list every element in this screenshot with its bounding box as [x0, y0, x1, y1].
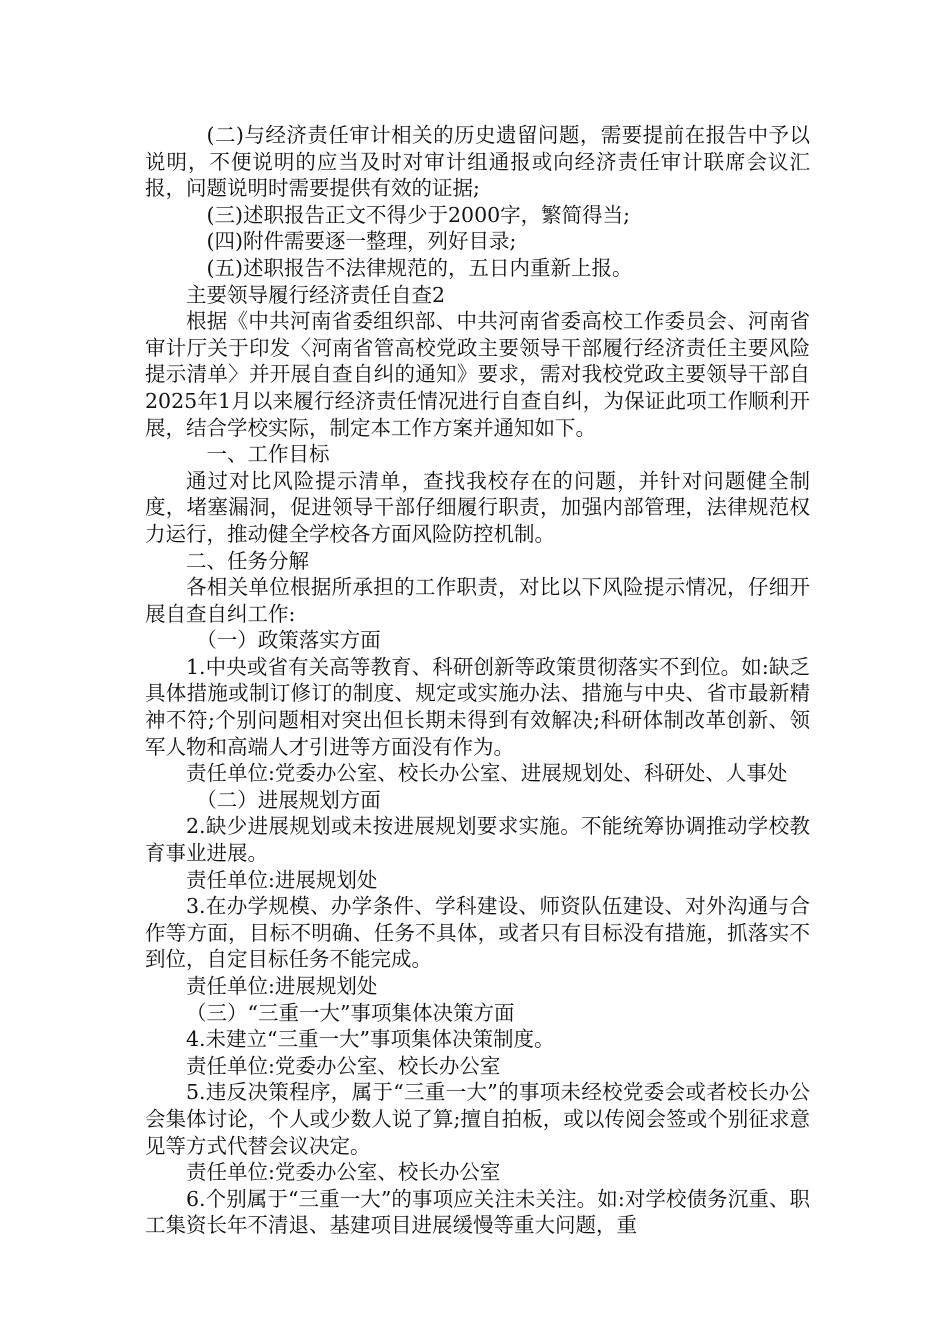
paragraph: (三)述职报告正文不得少于2000字，繁简得当; — [206, 202, 631, 227]
paragraph: 1.中央或省有关高等教育、科研创新等政策贯彻落实不到位。如:缺乏具体措施或制订修订的制度、规定或实施办法、措施与中央、省市最新精神不符;个别问题相对突出但长期未得到有效解决;科研体制改革创新、领军人物和高端人才引进等方面没有作为。 — [145, 654, 810, 759]
responsibility-line: 责任单位:党委办公室、校长办公室 — [186, 1053, 501, 1078]
paragraph: (五)述职报告不法律规范的，五日内重新上报。 — [206, 255, 633, 280]
paragraph: 通过对比风险提示清单，查找我校存在的问题，并针对问题健全制度，堵塞漏洞，促进领导干部仔细履行职责，加强内部管理，法律规范权力运行，推动健全学校各方面风险防控机制。 — [145, 468, 810, 546]
paragraph: 根据《中共河南省委组织部、中共河南省委高校工作委员会、河南省审计厅关于印发〈河南省管高校党政主要领导干部履行经济责任主要风险提示清单〉并开展自查自纠的通知》要求，需对我校党政主要领导干部自2025年1月以来履行经济责任情况进行自查自纠，为保证此项工作顺利开展，结合学校实际，制定本工作方案并通知如下。 — [145, 309, 810, 440]
paragraph: 5.违反决策程序，属于“三重一大”的事项未经校党委会或者校长办公会集体讨论，个人或少数人说了算;擅自拍板，或以传阅会签或个别征求意见等方式代替会议决定。 — [145, 1080, 810, 1158]
paragraph: 6.个别属于“三重一大”的事项应关注未关注。如:对学校债务沉重、职工集资长年不清退、基建项目进展缓慢等重大问题，重 — [145, 1186, 810, 1238]
document-page — [145, 122, 810, 1239]
subsection-heading: （一）政策落实方面 — [196, 628, 381, 653]
subsection-heading: （三）“三重一大”事项集体决策方面 — [186, 1000, 515, 1025]
subsection-heading: （二）进展规划方面 — [196, 787, 381, 812]
responsibility-line: 责任单位:党委办公室、校长办公室 — [186, 1160, 501, 1185]
responsibility-line: 责任单位:进展规划处 — [186, 974, 378, 998]
paragraph: (二)与经济责任审计相关的历史遗留问题，需要提前在报告中予以说明，不便说明的应当及时对审计组通报或向经济责任审计联席会议汇报，问题说明时需要提供有效的证据; — [145, 123, 810, 201]
paragraph: 2.缺少进展规划或未按进展规划要求实施。不能统筹协调推动学校教育事业进展。 — [145, 814, 810, 866]
section-heading: 二、任务分解 — [186, 548, 309, 573]
section-heading: 主要领导履行经济责任自查2 — [186, 282, 446, 307]
paragraph: 4.未建立“三重一大”事项集体决策制度。 — [186, 1027, 555, 1052]
paragraph: 各相关单位根据所承担的工作职责，对比以下风险提示情况，仔细开展自查自纠工作: — [145, 575, 810, 626]
responsibility-line: 责任单位:党委办公室、校长办公室、进展规划处、科研处、人事处 — [186, 761, 788, 786]
paragraph: 3.在办学规模、办学条件、学科建设、师资队伍建设、对外沟通与合作等方面，目标不明确、任务不具体，或者只有目标没有措施，抓落实不到位，自定目标任务不能完成。 — [145, 894, 810, 972]
responsibility-line: 责任单位:进展规划处 — [186, 867, 378, 892]
section-heading: 一、工作目标 — [206, 442, 330, 467]
paragraph: (四)附件需要逐一整理，列好目录; — [206, 229, 517, 254]
